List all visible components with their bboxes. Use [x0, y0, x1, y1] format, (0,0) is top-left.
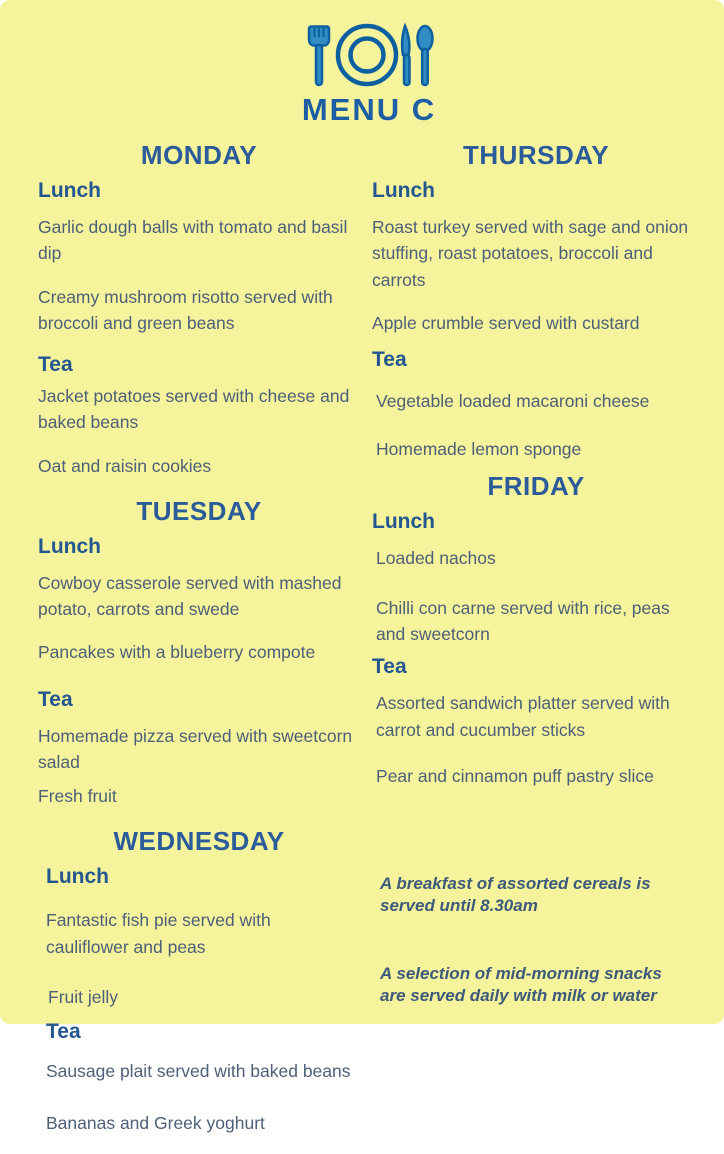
menu-item: Vegetable loaded macaroni cheese [376, 391, 650, 411]
snacks-note: A selection of mid-morning snacks are served daily with milk or water [380, 964, 662, 1006]
column-left [38, 132, 360, 1154]
column-right [372, 132, 700, 1154]
day-heading: TUESDAY [136, 495, 262, 526]
menu-item: Fresh fruit [38, 786, 117, 806]
cutlery-plate-icon [299, 22, 439, 88]
meal-label-lunch: Lunch [38, 534, 101, 558]
menu-item: Garlic dough balls with tomato and basil dip [38, 217, 348, 264]
menu-item: Jacket potatoes served with cheese and baked beans [38, 386, 350, 433]
meal-label-lunch: Lunch [46, 865, 109, 889]
day-wednesday [38, 826, 360, 1136]
day-heading: MONDAY [140, 140, 258, 170]
menu-item: Creamy mushroom risotto served with broccoli and green beans [38, 286, 333, 333]
menu-item: Oat and raisin cookies [38, 455, 212, 476]
meal-label-lunch: Lunch [38, 179, 101, 202]
meal-label-tea: Tea [46, 1020, 81, 1043]
meal-label-tea: Tea [38, 353, 73, 376]
day-friday [372, 471, 700, 790]
meal-label-tea: Tea [372, 655, 407, 679]
footer-notes [372, 873, 700, 1007]
menu-item: Chilli con carne served with rice, peas and sweetcorn [376, 597, 670, 644]
day-monday [38, 140, 360, 479]
meal-label-tea: Tea [372, 348, 407, 371]
masthead [14, 22, 724, 128]
menu-item: Pancakes with a blueberry compote [38, 642, 316, 663]
menu-item: Assorted sandwich platter served with carrot and cucumber sticks [376, 693, 670, 740]
breakfast-note: A breakfast of assorted cereals is served until 8.30am [380, 874, 651, 916]
day-thursday [372, 140, 700, 463]
menu-item: Homemade pizza served with sweetcorn salad [38, 725, 353, 772]
page-title: MENU C [301, 92, 437, 127]
day-heading: THURSDAY [462, 140, 610, 170]
menu-item: Apple crumble served with custard [372, 312, 640, 333]
menu-columns [0, 132, 724, 1154]
menu-item: Fruit jelly [48, 986, 119, 1007]
day-heading: WEDNESDAY [113, 826, 285, 857]
day-heading: FRIDAY [487, 470, 585, 501]
menu-item: Bananas and Greek yoghurt [46, 1113, 265, 1134]
menu-item: Loaded nachos [376, 547, 496, 568]
day-tuesday [38, 496, 360, 810]
menu-item: Roast turkey served with sage and onion stuffing, roast potatoes, broccoli and carrots [372, 217, 689, 290]
meal-label-lunch: Lunch [372, 179, 436, 202]
menu-item: Fantastic fish pie served with cauliflower and peas [46, 910, 271, 957]
menu-item: Pear and cinnamon puff pastry slice [376, 765, 654, 786]
menu-item: Homemade lemon sponge [376, 439, 582, 460]
menu-item: Cowboy casserole served with mashed potato, carrots and swede [38, 572, 342, 619]
meal-label-tea: Tea [38, 687, 73, 711]
meal-label-lunch: Lunch [372, 509, 436, 533]
menu-item: Sausage plait served with baked beans [46, 1061, 351, 1081]
